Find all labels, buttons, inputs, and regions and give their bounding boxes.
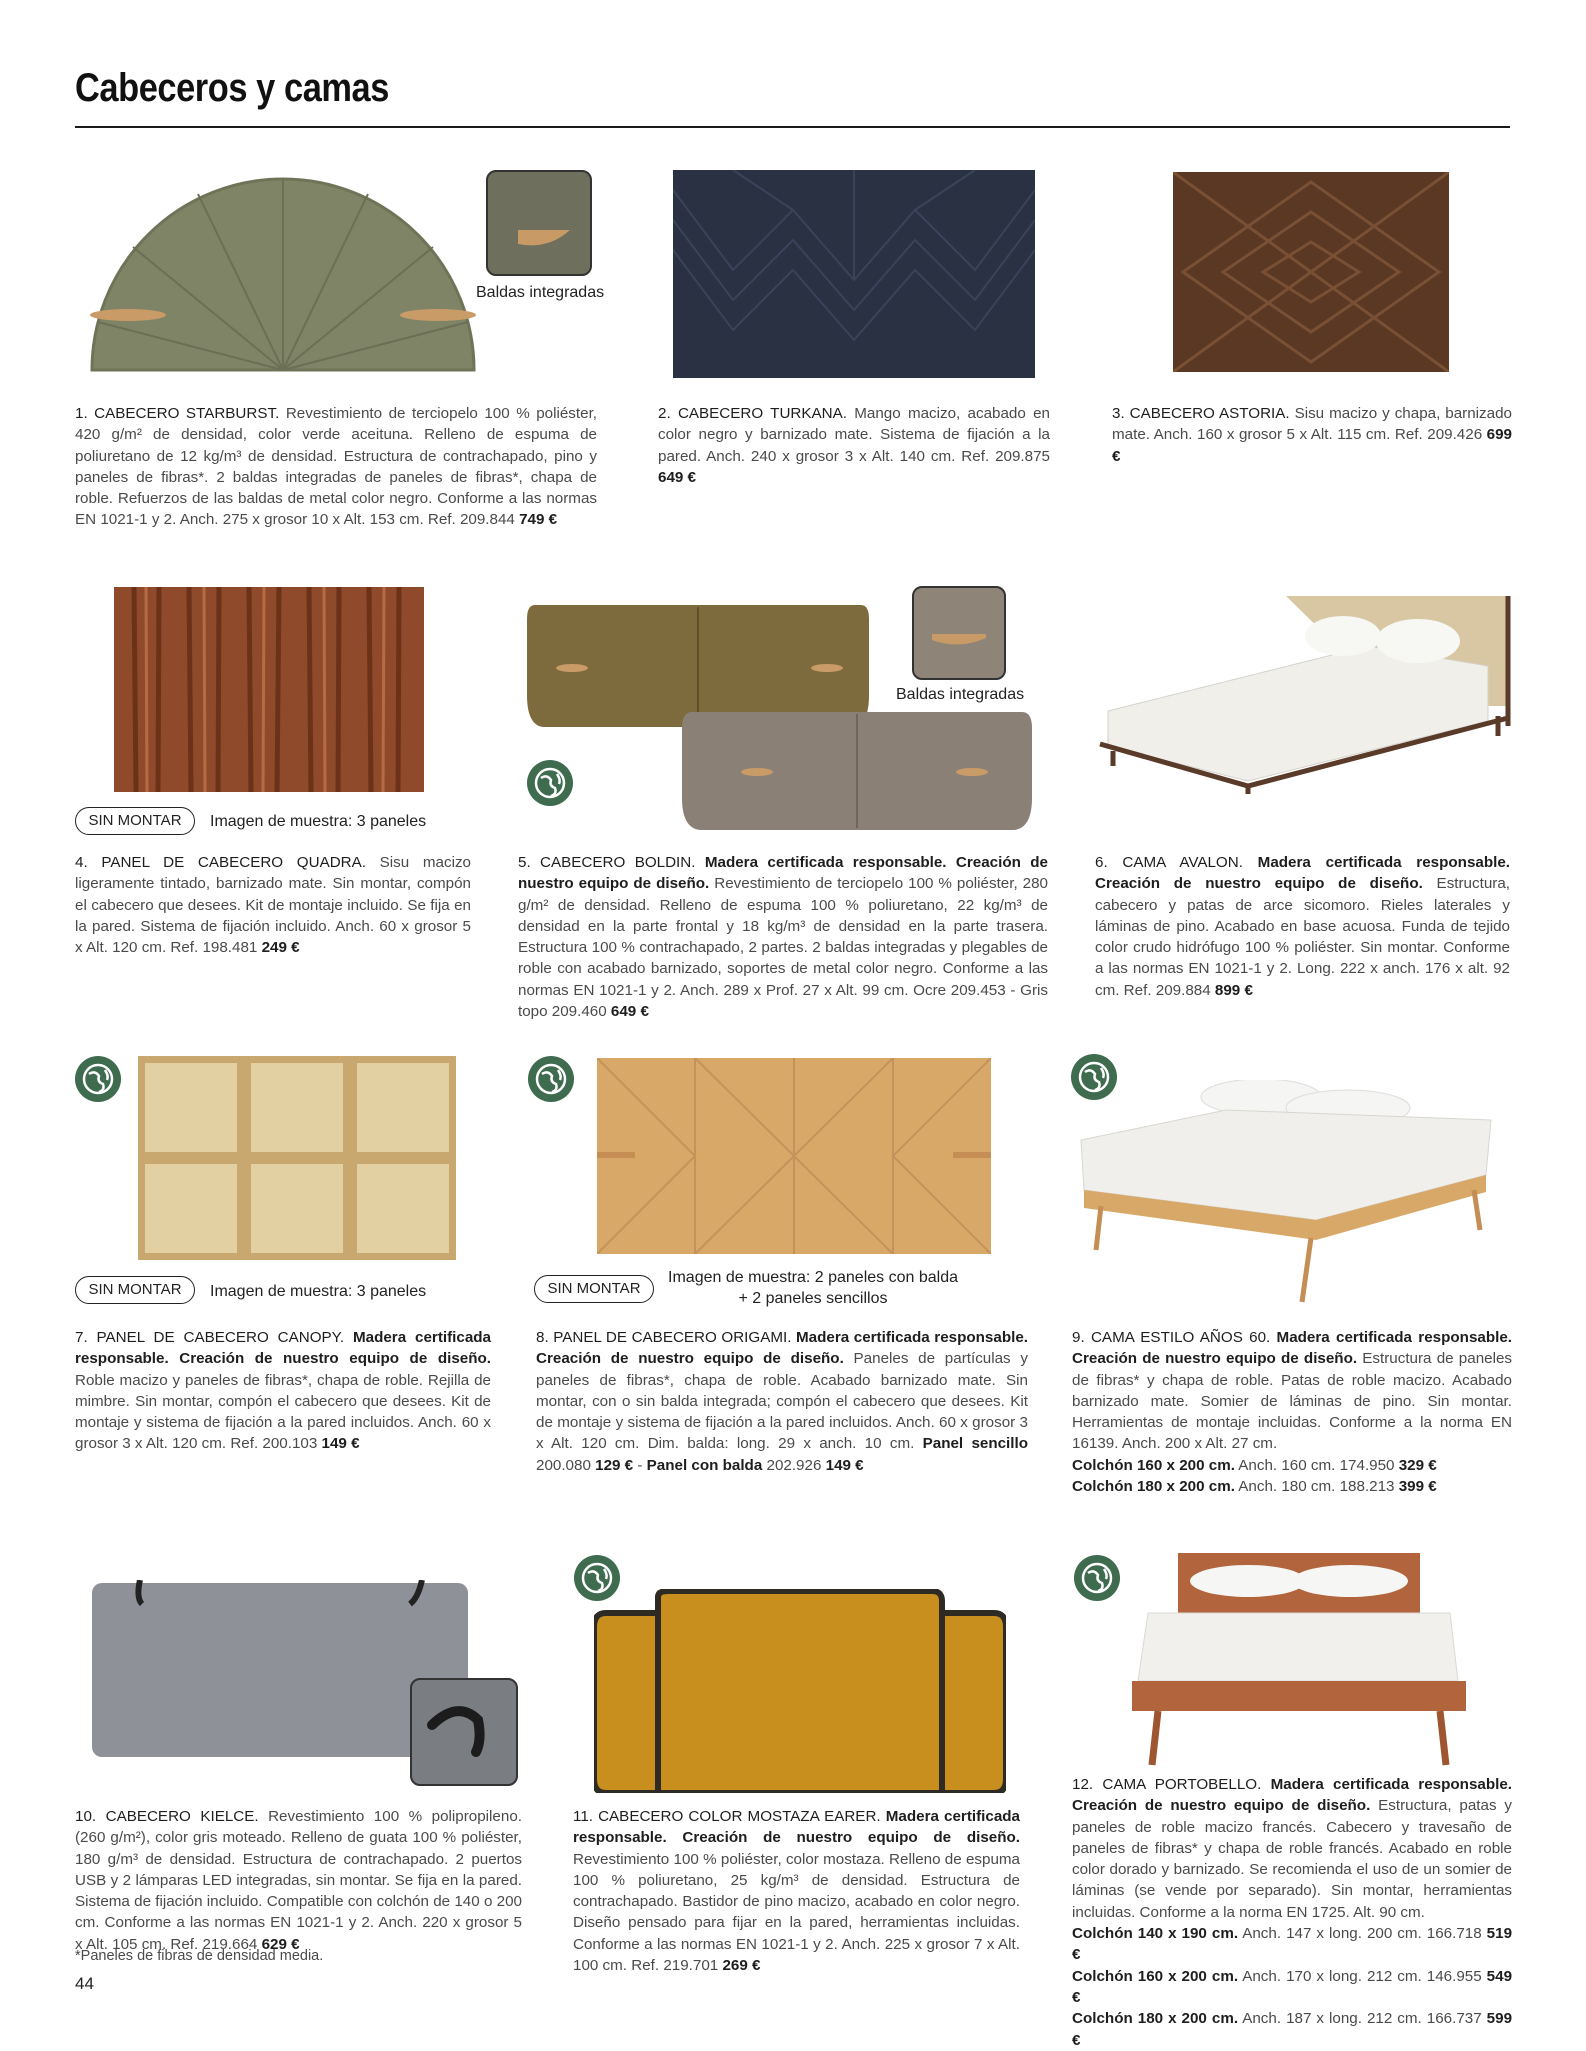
sin-montar-badge: SIN MONTAR <box>75 1276 195 1304</box>
sample-image-caption: Imagen de muestra: 2 paneles con balda + 2 paneles sencillos <box>668 1269 958 1307</box>
product-9-description: 9. CAMA ESTILO AÑOS 60. Madera certificada responsable. Creación de nuestro equipo de diseño. Estructura de paneles de fibras* y chapa de roble. Patas de roble macizo. Acabado barnizado mate. Somier de láminas de pino. Sin montar. Herramientas de montaje incluidas. Conforme a la norma EN 16139. Anch. 200 x Alt. 27 cm. Colchón 160 x 200 cm. Anch. 160 cm. 174.950 329 € Colchón 180 x 200 cm. Anch. 180 cm. 188.213 399 € <box>1072 1329 1513 1496</box>
product-2-description: 2. CABECERO TURKANA. Mango macizo, acabado en color negro y barnizado mate. Sistema de fijación a la pared. Anch. 240 x grosor 3 x Alt. 140 cm. Ref. 209.875 649 € <box>658 405 1050 486</box>
footnote: *Paneles de fibras de densidad media. <box>75 1948 324 1964</box>
boldin-grey-headboard-image <box>682 712 1032 832</box>
portobello-bed-image <box>1118 1553 1480 1768</box>
eco-leaf-icon <box>528 1056 574 1102</box>
product-7-description: 7. PANEL DE CABECERO CANOPY. Madera certificada responsable. Creación de nuestro equipo de diseño. Roble macizo y paneles de fibras*, chapa de roble. Rejilla de mimbre. Sin montar, compón el cabecero que desees. Kit de montaje y sistema de fijación a la pared incluidos. Anch. 60 x grosor 3 x Alt. 120 cm. Ref. 200.103 149 € <box>75 1329 492 1453</box>
sin-montar-badge: SIN MONTAR <box>75 807 195 835</box>
product-10-description: 10. CABECERO KIELCE. Revestimiento 100 % polipropileno. (260 g/m²), color gris moteado. Relleno de guata 100 % poliéster, 180 g/m³ de densidad. Estructura de contrachapado. 2 puertos USB y 2 lámparas LED integradas, sin montar. Se fija en la pared. Sistema de fijación incluido. Compatible con colchón de 140 o 200 cm. Conforme a las normas EN 1021-1 y 2. Anch. 220 x grosor 5 x Alt. 105 cm. Ref. 219.664 629 € <box>75 1808 522 1953</box>
astoria-headboard-image <box>1173 172 1449 372</box>
lamp-detail-thumbnail <box>410 1678 518 1786</box>
sample-image-caption: Imagen de muestra: 3 paneles <box>210 813 427 830</box>
product-1-description: 1. CABECERO STARBURST. Revestimiento de terciopelo 100 % poliéster, 420 g/m² de densidad, color verde aceituna. Relleno de espuma de poliuretano de 12 kg/m³ de densidad. Estructura de contrachapado, pino y paneles de fibras*. 2 baldas integradas de paneles de fibras*, chapa de roble. Refuerzos de las baldas de metal color negro. Conforme a las normas EN 1021-1 y 2. Anch. 275 x grosor 10 x Alt. 153 cm. Ref. 209.844 749 € <box>75 405 598 529</box>
product-6-description: 6. CAMA AVALON. Madera certificada responsable. Creación de nuestro equipo de diseño. Estructura, cabecero y patas de arce sicomoro. Rieles laterales y láminas de pino. Acabado en base acuosa. Funda de tejido color crudo hidrófugo 100 % poliéster. Sin montar. Conforme a las normas EN 1021-1 y 2. Long. 222 x anch. 176 x alt. 92 cm. Ref. 209.884 899 € <box>1095 854 1510 999</box>
baldas-integradas-caption: Baldas integradas <box>896 686 1025 703</box>
title-divider <box>75 126 1510 128</box>
shelf-detail-thumbnail <box>486 170 592 276</box>
product-12-description: 12. CAMA PORTOBELLO. Madera certificada responsable. Creación de nuestro equipo de diseño. Estructura, patas y paneles de roble macizo francés. Cabecero y travesaño de paneles de fibras* y chapa de roble francés. Acabado en roble color dorado y barnizado. Se recomienda el uso de un somier de láminas (se vende por separado). Sin montar, herramientas incluidas. Conforme a la norma EN 1725. Alt. 90 cm. Colchón 140 x 190 cm. Anch. 147 x long. 200 cm. 166.718 519 € Colchón 160 x 200 cm. Anch. 170 x long. 212 cm. 146.955 549 € Colchón 180 x 200 cm. Anch. 187 x long. 212 cm. 166.737 599 € <box>1072 1776 1513 2049</box>
turkana-headboard-image <box>673 170 1035 378</box>
avalon-bed-image <box>1098 596 1514 796</box>
sample-image-caption: Imagen de muestra: 3 paneles <box>210 1283 427 1300</box>
product-5-description: 5. CABECERO BOLDIN. Madera certificada responsable. Creación de nuestro equipo de diseño. Revestimiento de terciopelo 100 % poliéster, 280 g/m² de densidad. Relleno de espuma 100 % poliuretano, 22 kg/m³ de densidad en la parte frontal y 18 kg/m³ de densidad en la parte trasera. Estructura 100 % contrachapado, 2 partes. 2 baldas integradas y plegables de roble con acabado barnizado, soportes de metal color negro. Conforme a las normas EN 1021-1 y 2. Anch. 289 x Prof. 27 x Alt. 99 cm. Ocre 209.453 - Gris topo 209.460 649 € <box>518 854 1048 1021</box>
sin-montar-badge: SIN MONTAR <box>534 1275 654 1303</box>
baldas-integradas-caption: Baldas integradas <box>476 284 605 301</box>
eco-leaf-icon <box>75 1056 121 1102</box>
cama-anos-60-image <box>1076 1080 1496 1305</box>
origami-panel-image <box>597 1058 991 1254</box>
product-11-description: 11. CABECERO COLOR MOSTAZA EARER. Madera certificada responsable. Creación de nuestro equipo de diseño. Revestimiento 100 % poliéster, color mostaza. Relleno de espuma 100 % poliuretano, 25 kg/m³ de densidad. Estructura de contrachapado. Bastidor de pino macizo, acabado en color negro. Diseño pensado para fijar en la pared, herramientas incluidas. Conforme a las normas EN 1021-1 y 2. Anch. 225 x grosor 7 x Alt. 100 cm. Ref. 219.701 269 € <box>573 1808 1020 1975</box>
product-3-description: 3. CABECERO ASTORIA. Sisu macizo y chapa, barnizado mate. Anch. 160 x grosor 5 x Alt. 115 cm. Ref. 209.426 699 € <box>1112 405 1512 465</box>
quadra-panel-image <box>114 587 424 792</box>
shelf-detail-thumbnail <box>912 586 1006 680</box>
eco-leaf-icon <box>1074 1555 1120 1601</box>
page-title: Cabeceros y camas <box>75 66 389 110</box>
starburst-headboard-image <box>88 172 478 372</box>
canopy-panel-image <box>138 1056 456 1260</box>
product-8-description: 8. PANEL DE CABECERO ORIGAMI. Madera certificada responsable. Creación de nuestro equipo de diseño. Paneles de partículas y paneles de fibras*, chapa de roble. Acabado barnizado mate. Sin montar, con o sin balda integrada; compón el cabecero que desees. Kit de montaje y sistema de fijación a la pared incluidos. Anch. 60 x grosor 3 x Alt. 120 cm. Dim. balda: long. 29 x anch. 10 cm. Panel sencillo 200.080 129 € - Panel con balda 202.926 149 € <box>536 1329 1028 1474</box>
product-4-description: 4. PANEL DE CABECERO QUADRA. Sisu macizo ligeramente tintado, barnizado mate. Sin montar, compón el cabecero que desees. Kit de montaje incluido. Se fija en la pared. Sistema de fijación incluido. Anch. 60 x grosor 5 x Alt. 120 cm. Ref. 198.481 249 € <box>75 854 471 957</box>
eco-leaf-icon <box>527 760 573 806</box>
page-number: 44 <box>75 1974 94 1993</box>
earer-headboard-image <box>594 1589 1006 1793</box>
